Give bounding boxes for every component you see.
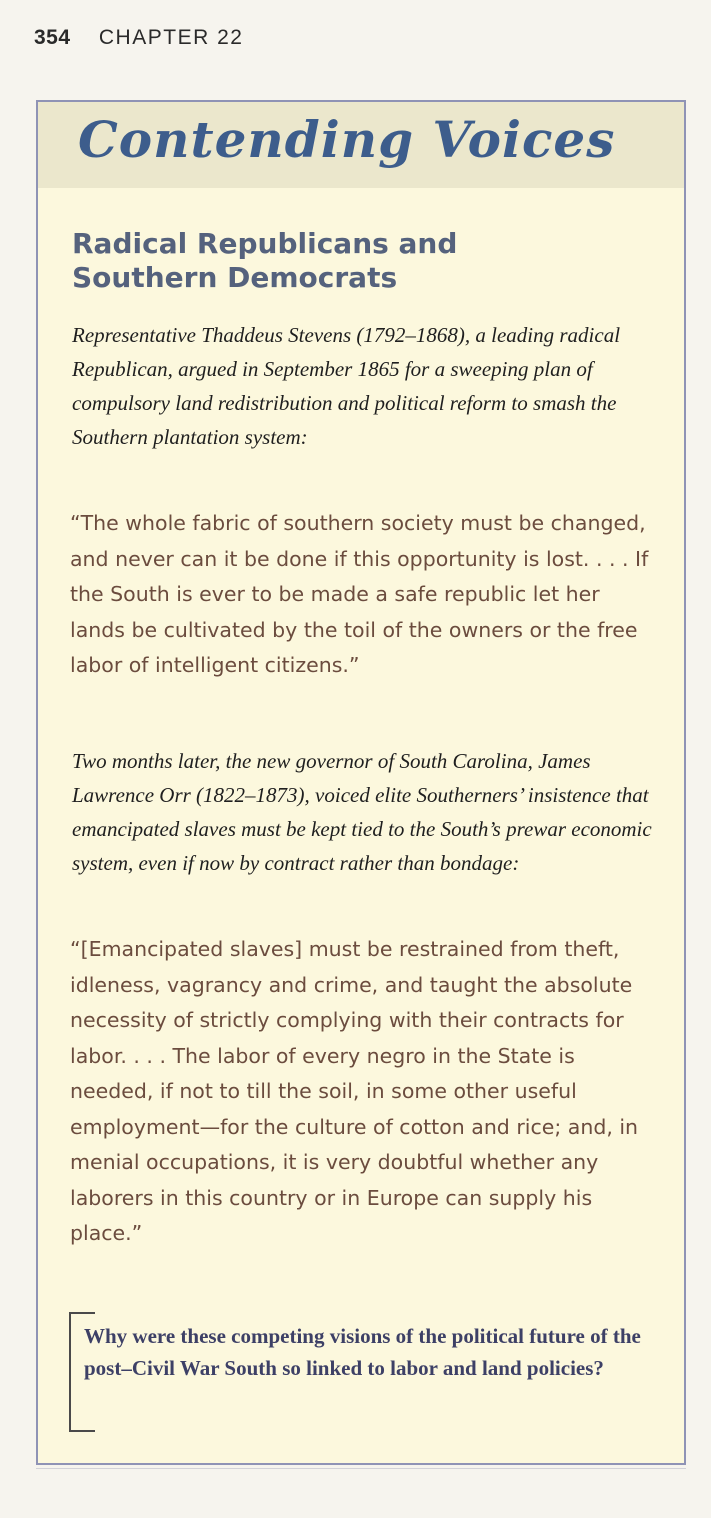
feature-banner bbox=[38, 102, 684, 188]
page-number: 354 bbox=[34, 26, 71, 49]
bottom-divider bbox=[36, 1468, 686, 1469]
orr-quote: “[Emancipated slaves] must be restrained from theft, idleness, vagrancy and crime, and taught the absolute necessity of strictly complying with their contracts for labor. . . . The labor of every negro in the State is needed, if not to till the soil, in some other useful employment—for the culture of cotton and rice; and, in menial occupations, it is very doubtful whether any laborers in this country or in Europe can supply his place.” bbox=[70, 937, 639, 1245]
section-heading-line-1: Radical Republicans and bbox=[72, 227, 458, 260]
section-heading bbox=[72, 227, 662, 295]
page-header bbox=[34, 26, 243, 50]
feature-title: Contending Voices bbox=[78, 110, 616, 169]
section-heading-line-2: Southern Democrats bbox=[72, 261, 398, 294]
contending-voices-box bbox=[36, 100, 686, 1465]
stevens-quote: “The whole fabric of southern society must be changed, and never can it be done if this opportunity is lost. . . . If the South is ever to be made a safe republic let her lands be cultivated by the toil of the owners or the free labor of intelligent citizens.” bbox=[70, 511, 649, 677]
orr-intro: Two months later, the new governor of South Carolina, James Lawrence Orr (1822–1873), voiced elite Southerners’ insistence that emancipated slaves must be kept tied to the South’s prewar economic system, even if now by contract rather than bondage: bbox=[72, 749, 652, 875]
chapter-label: CHAPTER 22 bbox=[98, 26, 244, 49]
stevens-intro: Representative Thaddeus Stevens (1792–1868), a leading radical Republican, argued in September 1865 for a sweeping plan of compulsory land redistribution and political reform to smash the Southern plantation system: bbox=[72, 323, 621, 449]
discussion-question: Why were these competing visions of the political future of the post–Civil War South so linked to labor and land policies? bbox=[84, 1324, 641, 1380]
